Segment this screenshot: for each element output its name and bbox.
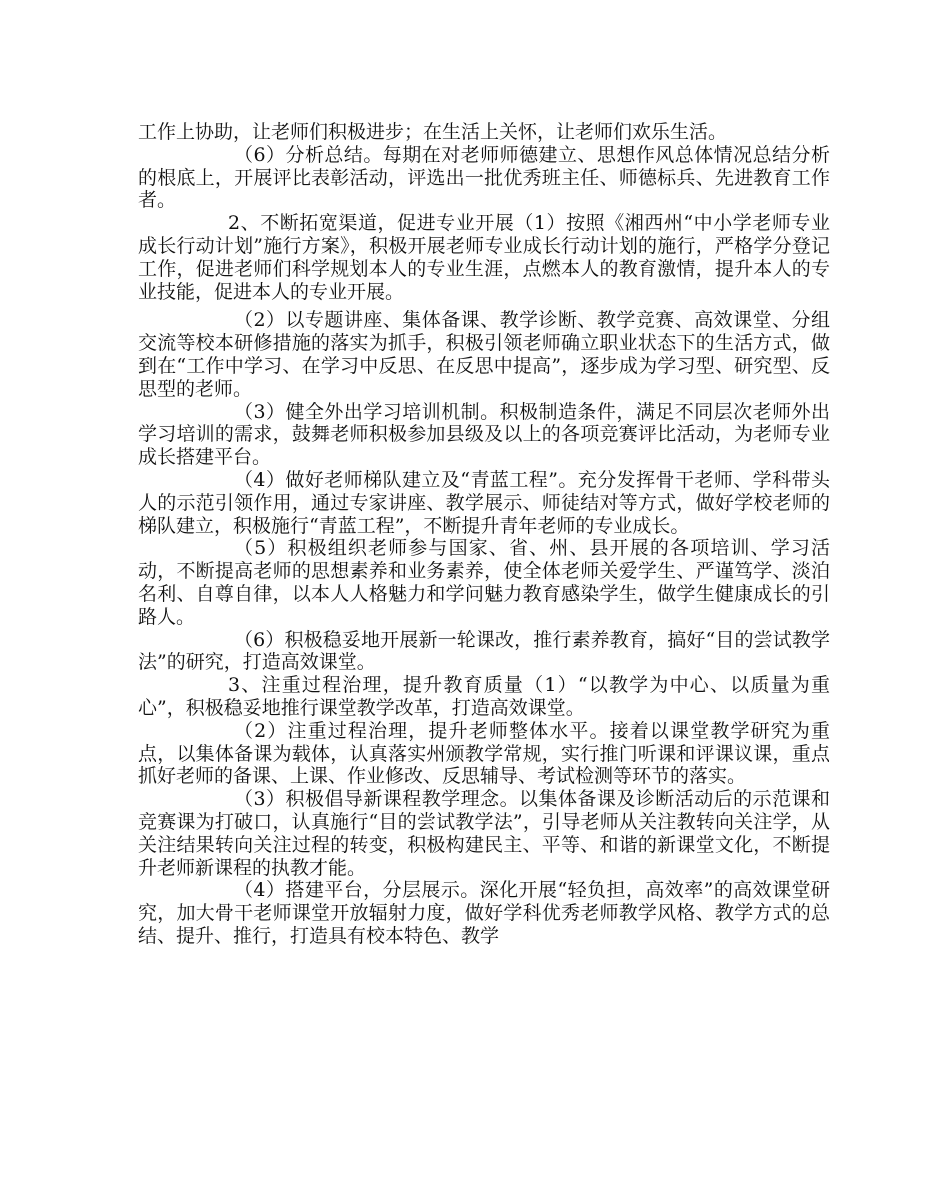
paragraph-school-training: （2）以专题讲座、集体备课、教学诊断、教学竞赛、高效课堂、分组交流等校本研修措施的落实为抓手，积极引领老师确立职业状态下的生活方式，做到在“工作中学习、在学习中反思、在反思中提高”，逐步成为学习型、研究型、反思型的老师。 — [138, 309, 830, 400]
paragraph-continuation: 工作上协助，让老师们积极进步；在生活上关怀，让老师们欢乐生活。 — [138, 121, 728, 143]
paragraph-external-training: （3）健全外出学习培训机制。积极制造条件，满足不同层次老师外出学习培训的需求，鼓舞老师积极参加县级及以上的各项竞赛评比活动，为老师专业成长搭建平台。 — [138, 400, 830, 469]
paragraph-teacher-echelon: （4）做好老师梯队建立及“青蓝工程”。充分发挥骨干老师、学科带头人的示范引领作用，通过专家讲座、教学展示、师徒结对等方式，做好学校老师的梯队建立，积极施行“青蓝工程”，不断提升青年老师的专业成长。 — [138, 468, 830, 537]
paragraph-curriculum-reform: （6）积极稳妥地开展新一轮课改，推行素养教育，搞好“目的尝试教学法”的研究，打造高效课堂。 — [138, 628, 830, 674]
document-body — [138, 121, 830, 948]
paragraph-platform-display: （4）搭建平台，分层展示。深化开展“轻负担，高效率”的高效课堂研究，加大骨干老师课堂开放辐射力度，做好学科优秀老师教学风格、教学方式的总结、提升、推行，打造具有校本特色、教学 — [138, 879, 830, 947]
paragraph-professional-development: 2、不断拓宽渠道，促进专业开展（1）按照《湘西州“中小学老师专业成长行动计划”施行方案》，积极开展老师专业成长行动计划的施行，严格学分登记工作，促进老师们科学规划本人的专业生涯，点燃本人的教育激情，提升本人的专业技能，促进本人的专业开展。 — [138, 212, 830, 303]
paragraph-new-curriculum: （3）积极倡导新课程教学理念。以集体备课及诊断活动后的示范课和竞赛课为打破口，认真施行“目的尝试教学法”，引导老师从关注教转向关注学，从关注结果转向关注过程的转变，积极构建民主、平等、和谐的新课堂文化，不断提升老师新课程的执教才能。 — [138, 788, 830, 879]
paragraph-process-management: 3、注重过程治理，提升教育质量（1）“以教学为中心、以质量为重心”，积极稳妥地推行课堂教学改革，打造高效课堂。 — [138, 674, 830, 719]
paragraph-analysis-summary: （6）分析总结。每期在对老师师德建立、思想作风总体情况总结分析的根底上，开展评比表彰活动，评选出一批优秀班主任、师德标兵、先进教育工作者。 — [138, 143, 830, 212]
paragraph-overall-level: （2）注重过程治理，提升老师整体水平。接着以课堂教学研究为重点，以集体备课为载体，认真落实州颁教学常规，实行推门听课和评课议课，重点抓好老师的备课、上课、作业修改、反思辅导、考试检测等环节的落实。 — [138, 719, 830, 788]
paragraph-training-participation: （5）积极组织老师参与国家、省、州、县开展的各项培训、学习活动，不断提高老师的思想素养和业务素养，使全体老师关爱学生、严谨笃学、淡泊名利、自尊自律，以本人人格魅力和学问魅力教育感染学生，做学生健康成长的引路人。 — [138, 537, 830, 628]
